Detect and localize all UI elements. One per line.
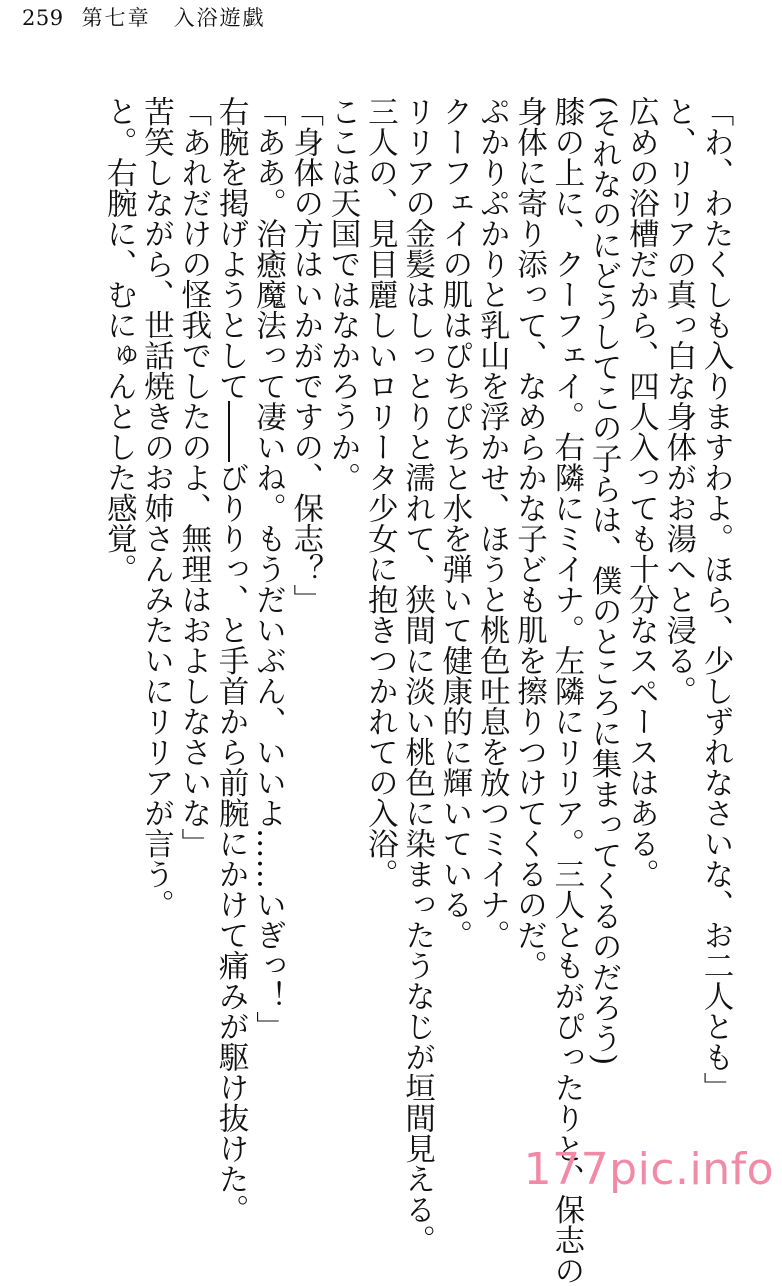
- page-number: 259: [22, 6, 64, 30]
- watermark: 177pic.info: [523, 1144, 774, 1195]
- text-line: 「わ、わたくしも入りますわよ。ほら、少しずれなさいな、お二人とも」: [698, 96, 733, 1103]
- text-line: 「あれだけの怪我でしたのよ、無理はおよしなさいな」: [175, 96, 211, 859]
- text-line: 身体に寄り添って、なめらかな子ども肌を擦りつけてくるのだ。: [511, 96, 547, 981]
- text-line: 「身体の方はいかがですの、保志？」: [287, 96, 323, 615]
- text-line: (それなのにどうしてこの子らは、僕のところに集まってくるのだろう): [586, 96, 622, 1066]
- text-line: 苦笑しながら、世話焼きのお姉さんみたいにリリアが言う。: [138, 96, 174, 920]
- text-line: と。右腕に、むにゅんとした感覚。: [101, 96, 137, 584]
- text-line: クーフェイの肌はぴちぴちと水を弾いて健康的に輝いている。: [436, 96, 472, 950]
- text-line: 三人の、見目麗しいロリータ少女に抱きつかれての入浴。: [362, 96, 398, 889]
- text-line: 右腕を掲げようとして――びりりっ、と手首から前腕にかけて痛みが駆け抜けた。: [213, 96, 249, 1225]
- text-line: ここは天国ではなかろうか。: [325, 96, 361, 493]
- text-line: 膝の上に、クーフェイ。右隣にミイナ。左隣にリリア。三人ともがぴったりと、保志の: [548, 96, 584, 1286]
- page-header: [22, 8, 266, 29]
- body-text: [100, 96, 734, 1286]
- text-line: と、リリアの真っ白な身体がお湯へと浸る。: [660, 96, 696, 706]
- text-line: 広めの浴槽だから、四人入っても十分なスペースはある。: [623, 96, 659, 889]
- chapter-title: 第七章 入浴遊戯: [81, 6, 266, 30]
- text-line: リリアの金髪はしっとりと濡れて、狭間に淡い桃色に染まったうなじが垣間見える。: [399, 96, 435, 1255]
- text-line: ぷかりぷかりと乳山を浮かせ、ほうと桃色吐息を放つミイナ。: [474, 96, 510, 950]
- text-line: 「ああ。治癒魔法って凄いね。もうだいぶん、いいよ……いぎっ！」: [250, 96, 286, 1042]
